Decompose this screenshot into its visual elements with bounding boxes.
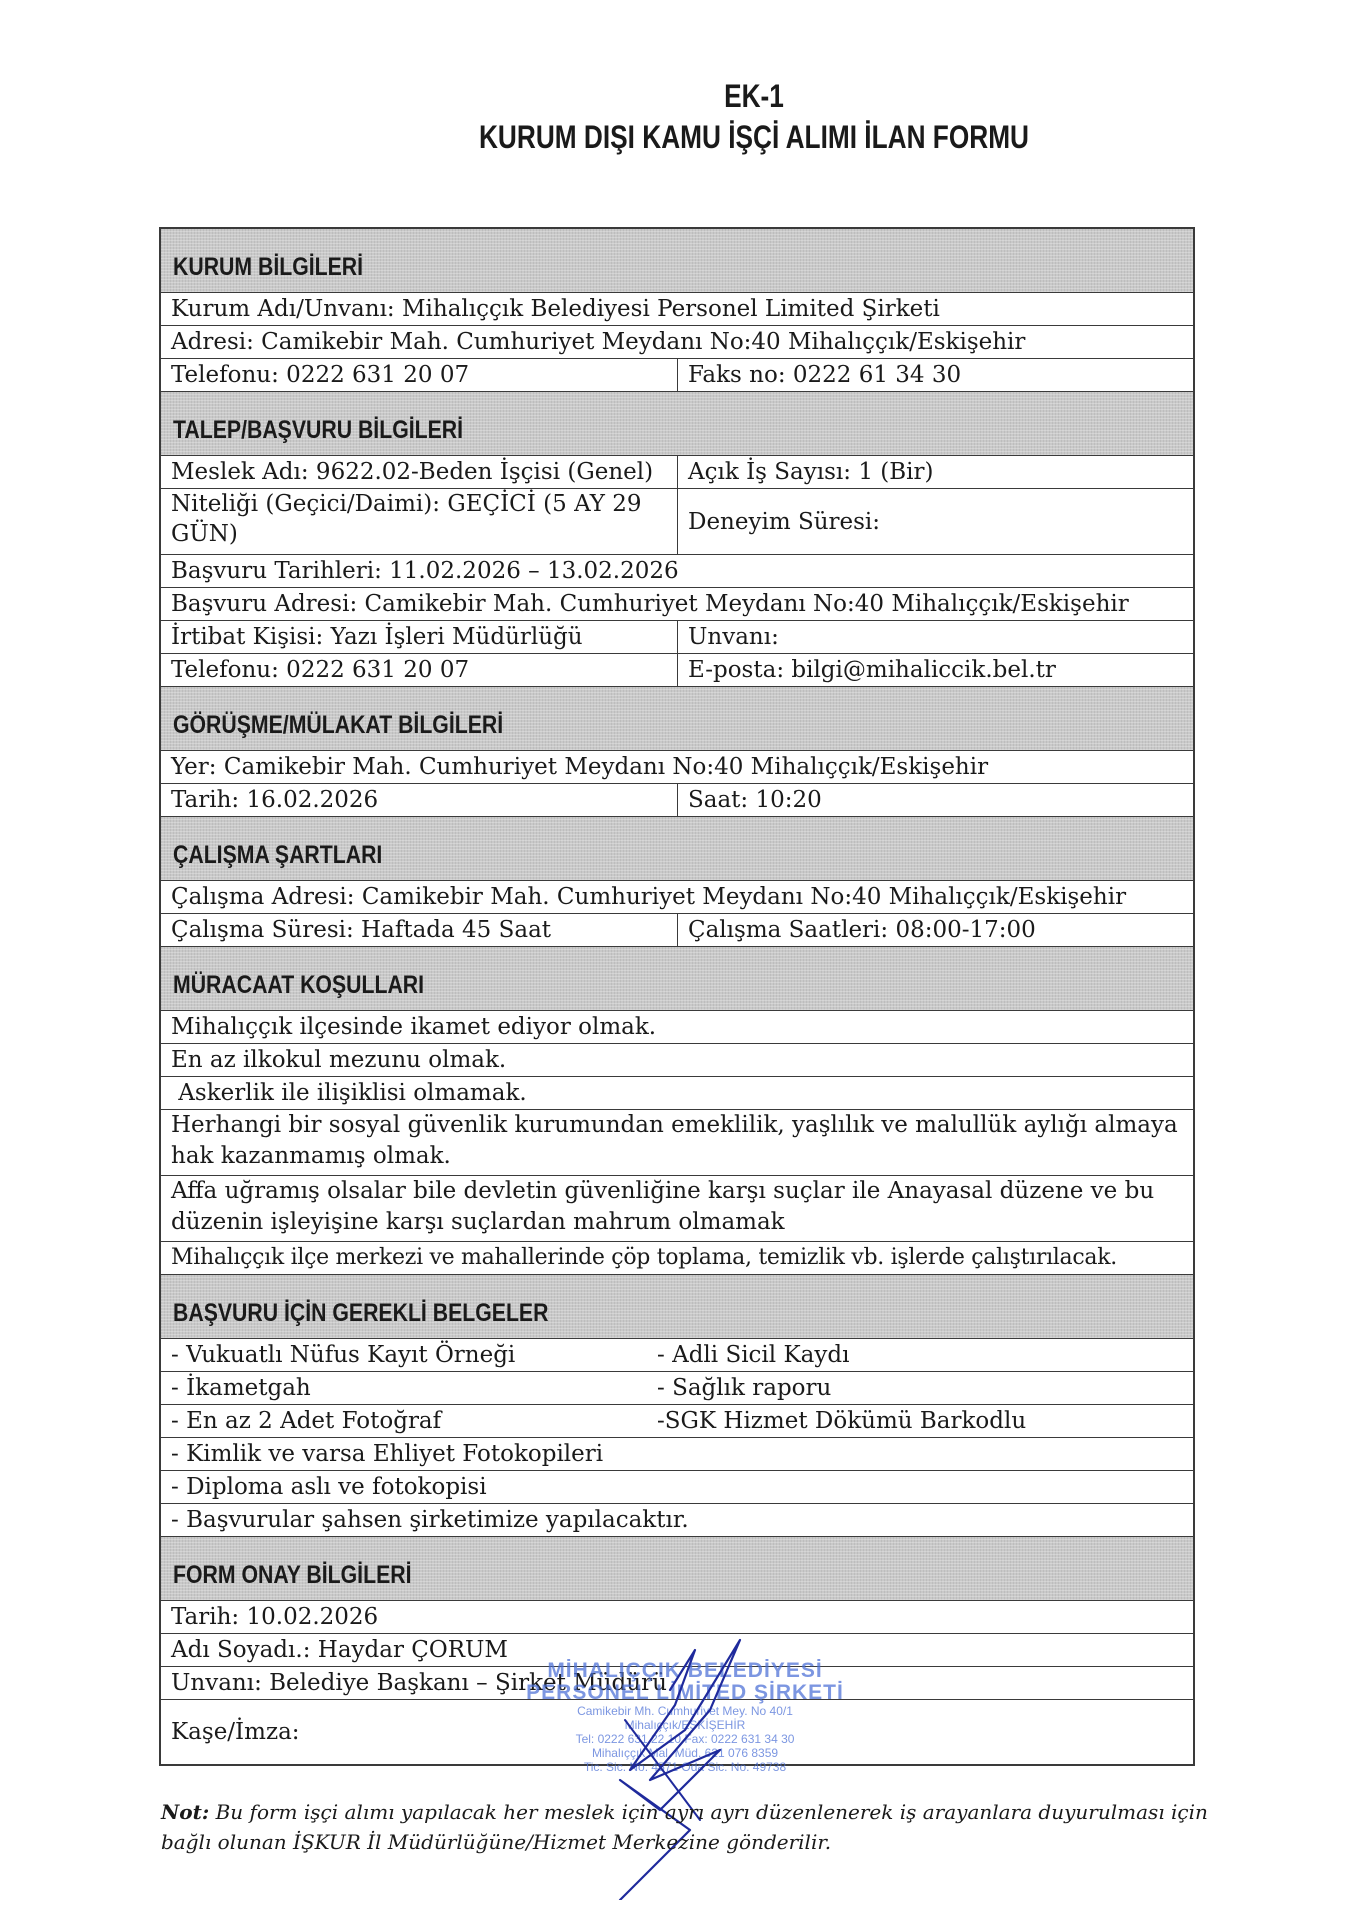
talep-phone-row <box>161 654 1193 687</box>
kurum-phone: Telefonu: 0222 631 20 07 <box>161 359 678 391</box>
requirement-text: Askerlik ile ilişiklisi olmamak. <box>171 1080 527 1106</box>
talep-occupation-row <box>161 456 1193 489</box>
contact-email[interactable]: E-posta: bilgi@mihaliccik.bel.tr <box>688 657 1056 683</box>
approval-date-row <box>161 1601 1193 1634</box>
requirement-text: Mihalıççık ilçe merkezi ve mahallerinde çöp toplama, temizlik vb. işlerde çalıştırılacak. <box>171 1245 1117 1270</box>
requirement-text: Herhangi bir sosyal güvenlik kurumundan emeklilik, yaşlılık ve malullük aylığı almaya hak kazanmamış olmak. <box>171 1112 1178 1169</box>
stamp-line: MİHALIÇÇIK BELEDİYESİ <box>547 1659 823 1682</box>
note-text: Bu form işçi alımı yapılacak her meslek için ayrı ayrı düzenlenerek iş arayanlara duyurulması için bağlı olunan İŞKUR İl Müdürlüğüne/Hizmet Merkezine gönderilir. <box>161 1800 1208 1854</box>
application-dates: Başvuru Tarihleri: 11.02.2026 – 13.02.2026 <box>171 558 679 584</box>
interview-datetime-row <box>161 784 1193 817</box>
kurum-fax: Faks no: 0222 61 34 30 <box>688 362 962 388</box>
stamp-signature-label: Kaşe/İmza: <box>171 1719 300 1745</box>
requirement-text: En az ilkokul mezunu olmak. <box>171 1047 507 1073</box>
approver-name: Adı Soyadı.: Haydar ÇORUM <box>171 1637 508 1663</box>
required-document: -SGK Hizmet Dökümü Barkodlu <box>657 1408 1027 1434</box>
approver-title-row <box>161 1667 1193 1700</box>
interview-time: Saat: 10:20 <box>688 787 822 813</box>
document-row <box>161 1504 1193 1537</box>
required-document: - Sağlık raporu <box>657 1375 832 1401</box>
section-title: KURUM BİLGİLERİ <box>173 253 364 281</box>
required-document: - Kimlik ve varsa Ehliyet Fotokopileri <box>171 1441 604 1467</box>
requirement-item <box>161 1077 1193 1110</box>
document-row <box>161 1372 1193 1405</box>
section-title: BAŞVURU İÇİN GEREKLİ BELGELER <box>173 1299 549 1327</box>
work-hours: Çalışma Saatleri: 08:00-17:00 <box>688 917 1036 943</box>
document-title: KURUM DIŞI KAMU İŞÇİ ALIMI İLAN FORMU <box>478 119 1030 155</box>
work-hours-row <box>161 914 1193 947</box>
contact-phone: Telefonu: 0222 631 20 07 <box>161 654 678 686</box>
section-title: GÖRÜŞME/MÜLAKAT BİLGİLERİ <box>173 711 504 739</box>
work-address: Çalışma Adresi: Camikebir Mah. Cumhuriyet Meydanı No:40 Mihalıççık/Eskişehir <box>171 884 1127 910</box>
requirement-text: Affa uğramış olsalar bile devletin güvenliğine karşı suçlar ile Anayasal düzene ve bu düzenin işleyişine karşı suçlardan mahrum olmamak <box>171 1178 1155 1235</box>
approval-date: Tarih: 10.02.2026 <box>171 1604 379 1630</box>
talep-address-row <box>161 588 1193 621</box>
approver-name-row <box>161 1634 1193 1667</box>
employment-nature: Niteliği (Geçici/Daimi): GEÇİCİ (5 AY 29 GÜN) <box>161 489 678 554</box>
contact-person: İrtibat Kişisi: Yazı İşleri Müdürlüğü <box>161 621 678 653</box>
talep-dates-row <box>161 555 1193 588</box>
footnote <box>161 1797 1221 1857</box>
contact-title: Unvanı: <box>688 624 779 650</box>
requirement-item <box>161 1011 1193 1044</box>
open-positions: Açık İş Sayısı: 1 (Bir) <box>688 459 934 485</box>
section-title: TALEP/BAŞVURU BİLGİLERİ <box>173 416 464 444</box>
section-header-talep <box>161 392 1193 456</box>
annex-label: EK-1 <box>724 78 784 114</box>
interview-place: Yer: Camikebir Mah. Cumhuriyet Meydanı No:40 Mihalıççık/Eskişehir <box>171 754 989 780</box>
work-duration: Çalışma Süresi: Haftada 45 Saat <box>161 914 678 946</box>
work-address-row <box>161 881 1193 914</box>
stamp-line: Tic. Sic. No. 4571 Oda Sic. No. 49738 <box>583 1760 787 1774</box>
required-document: - İkametgah <box>171 1375 311 1401</box>
note-label: Not: <box>161 1800 210 1824</box>
section-title: ÇALIŞMA ŞARTLARI <box>173 841 383 869</box>
document-row <box>161 1405 1193 1438</box>
kurum-address-row <box>161 326 1193 359</box>
section-header-kurum <box>161 229 1193 293</box>
stamp-line: Mihalıççık/ESKİŞEHİR <box>624 1718 746 1732</box>
required-document: - Diploma aslı ve fotokopisi <box>171 1474 487 1500</box>
experience-duration: Deneyim Süresi: <box>688 508 881 535</box>
document-row <box>161 1471 1193 1504</box>
stamp-line: PERSONEL LİMİTED ŞİRKETİ <box>526 1681 844 1704</box>
section-header-calisma <box>161 817 1193 881</box>
interview-date: Tarih: 16.02.2026 <box>161 784 678 816</box>
stamp-signature-row <box>161 1700 1193 1764</box>
requirement-item <box>161 1110 1193 1176</box>
application-address: Başvuru Adresi: Camikebir Mah. Cumhuriyet Meydanı No:40 Mihalıççık/Eskişehir <box>171 591 1129 617</box>
section-header-belgeler <box>161 1275 1193 1339</box>
requirement-item <box>161 1044 1193 1077</box>
requirement-item <box>161 1176 1193 1242</box>
document-row <box>161 1339 1193 1372</box>
kurum-name: Kurum Adı/Unvanı: Mihalıççık Belediyesi Personel Limited Şirketi <box>171 296 940 322</box>
talep-contact-row <box>161 621 1193 654</box>
requirement-item <box>161 1242 1193 1275</box>
stamp-line: Camikebir Mh. Cumhuriyet Mey. No 40/1 <box>577 1704 793 1718</box>
section-header-muracaat <box>161 947 1193 1011</box>
occupation: Meslek Adı: 9622.02-Beden İşçisi (Genel) <box>161 456 678 488</box>
job-posting-form <box>159 227 1195 1766</box>
interview-place-row <box>161 751 1193 784</box>
approver-title: Unvanı: Belediye Başkanı – Şirket Müdürü <box>171 1670 667 1696</box>
required-document: - Başvurular şahsen şirketimize yapılacaktır. <box>171 1507 689 1533</box>
section-title: MÜRACAAT KOŞULLARI <box>173 971 425 999</box>
kurum-address: Adresi: Camikebir Mah. Cumhuriyet Meydanı No:40 Mihalıççık/Eskişehir <box>171 329 1026 355</box>
talep-nature-row <box>161 489 1193 555</box>
requirement-text: Mihalıççık ilçesinde ikamet ediyor olmak. <box>171 1014 657 1040</box>
kurum-contact-row <box>161 359 1193 392</box>
document-header <box>0 78 1358 156</box>
stamp-line: Tel: 0222 631 22 10 Fax: 0222 631 34 30 <box>575 1732 795 1746</box>
stamp-line: Mihalıççık Mal. Müd. 621 076 8359 <box>591 1746 779 1760</box>
required-document: - En az 2 Adet Fotoğraf <box>171 1408 442 1434</box>
section-header-gorusme <box>161 687 1193 751</box>
required-document: - Vukuatlı Nüfus Kayıt Örneği <box>171 1342 516 1368</box>
document-row <box>161 1438 1193 1471</box>
section-title: FORM ONAY BİLGİLERİ <box>173 1561 412 1589</box>
required-document: - Adli Sicil Kaydı <box>657 1342 850 1368</box>
section-header-onay <box>161 1537 1193 1601</box>
kurum-name-row <box>161 293 1193 326</box>
